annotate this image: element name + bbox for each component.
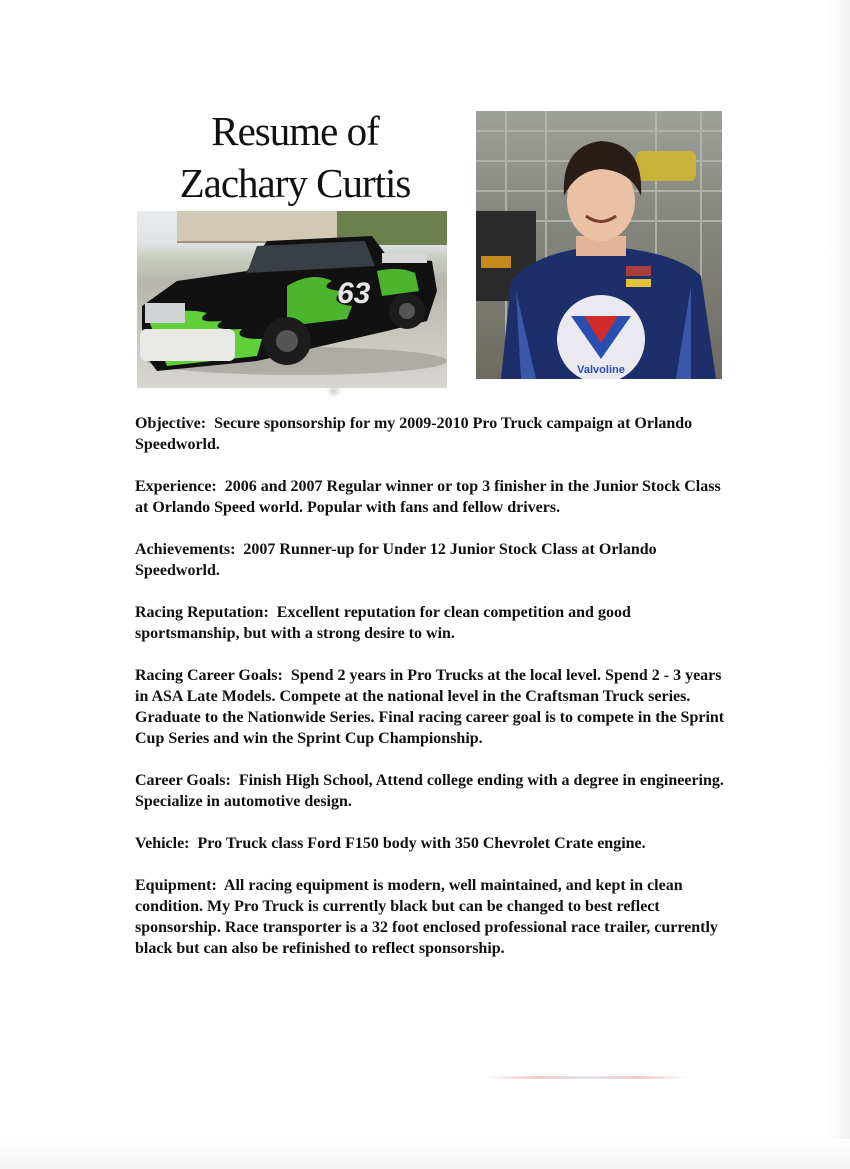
resume-body	[135, 413, 735, 980]
racing-reputation-section	[135, 602, 735, 644]
objective-section	[135, 413, 735, 455]
achievements-section	[135, 539, 735, 581]
suit-logo-text: Valvoline	[577, 364, 625, 376]
vehicle-section	[135, 833, 735, 854]
experience-section	[135, 476, 735, 518]
title-line-1: Resume of	[211, 108, 379, 154]
racing-career-goals-section	[135, 665, 735, 749]
page-edge-shadow	[828, 0, 850, 1169]
section-label: Objective:	[135, 415, 207, 432]
section-label: Achievements:	[135, 541, 236, 558]
section-label: Vehicle:	[135, 835, 190, 852]
section-text: All racing equipment is modern, well maintained, and kept in clean condition. My Pro Truck is currently black but can be changed to best reflect sponsorship. Race transporter is a 32 foot enclosed professional race trailer, currently black but can also be refinished to reflect sponsorship.	[135, 877, 718, 957]
title-line-2: Zachary Curtis	[179, 160, 411, 206]
race-truck-photo	[137, 211, 447, 388]
section-text: 2007 Runner-up for Under 12 Junior Stock Class at Orlando Speedworld.	[135, 541, 657, 579]
equipment-section	[135, 875, 735, 959]
page-title	[150, 105, 440, 209]
page-bottom-shadow	[0, 1139, 850, 1169]
section-label: Career Goals:	[135, 772, 231, 789]
section-text: Finish High School, Attend college ending with a degree in engineering. Specialize in automotive design.	[135, 772, 724, 810]
section-label: Experience:	[135, 478, 217, 495]
driver-illustration	[476, 111, 722, 379]
truck-number: 63	[337, 277, 371, 310]
career-goals-section	[135, 770, 735, 812]
section-label: Racing Reputation:	[135, 604, 269, 621]
section-text: Pro Truck class Ford F150 body with 350 Chevrolet Crate engine.	[197, 835, 646, 852]
section-text: Secure sponsorship for my 2009-2010 Pro Truck campaign at Orlando Speedworld.	[135, 415, 693, 453]
section-label: Racing Career Goals:	[135, 667, 283, 684]
section-label: Equipment:	[135, 877, 217, 894]
section-text: Spend 2 years in Pro Trucks at the local level. Spend 2 - 3 years in ASA Late Models. Compete at the national level in the Craftsman Truck series. Graduate to the Nationwide Series. Final racing career goal is to compete in the Sprint Cup Series and win the Sprint Cup Championship.	[135, 667, 725, 747]
truck-illustration	[137, 211, 447, 388]
section-text: 2006 and 2007 Regular winner or top 3 finisher in the Junior Stock Class at Orlando Speed world. Popular with fans and fellow drivers.	[135, 478, 721, 516]
driver-portrait-photo	[476, 111, 722, 379]
section-text: Excellent reputation for clean competition and good sportsmanship, but with a strong desire to win.	[135, 604, 631, 642]
scan-artifact-line	[485, 1076, 690, 1079]
scan-speck	[326, 384, 342, 398]
